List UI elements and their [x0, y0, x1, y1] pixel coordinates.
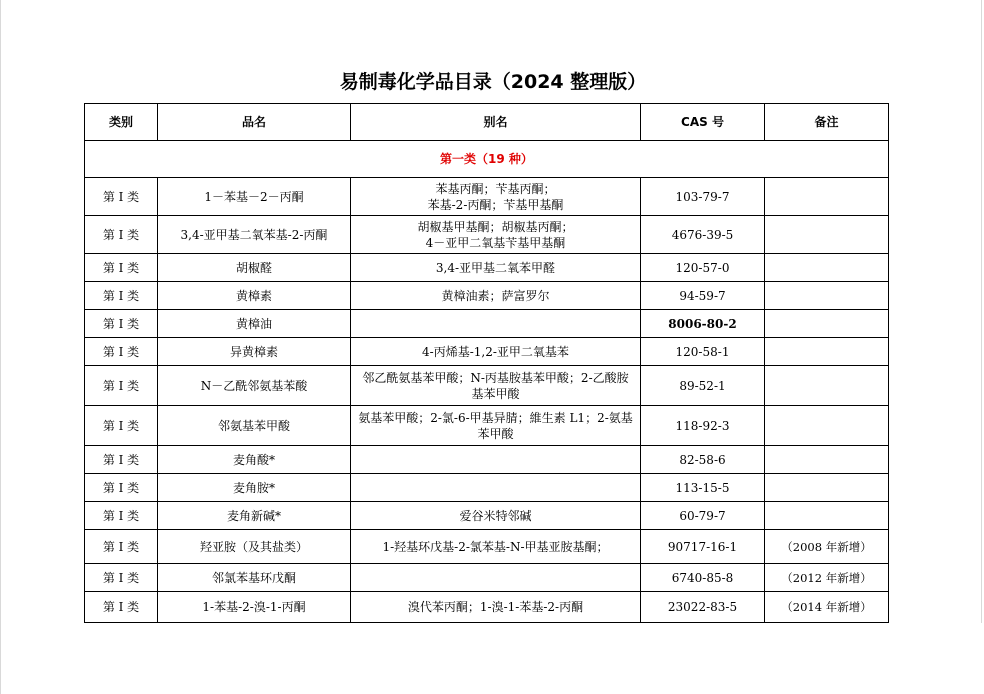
cell-cas: 118-92-3 — [641, 406, 765, 446]
cell-alias — [351, 310, 641, 338]
cell-name: 胡椒醛 — [158, 254, 351, 282]
alias-line: 溴代苯丙酮；1-溴-1-苯基-2-丙酮 — [407, 600, 584, 614]
table-row — [85, 338, 889, 366]
alias-line: 基苯甲酸 — [471, 386, 520, 401]
cell-name: 黄樟油 — [158, 310, 351, 338]
cell-category: 第 I 类 — [85, 216, 158, 254]
cell-category: 第 I 类 — [85, 474, 158, 502]
cell-cas: 60-79-7 — [641, 502, 765, 530]
cell-note — [765, 310, 889, 338]
alias-line: 胡椒基甲基酮；胡椒基丙酮； — [417, 219, 574, 234]
cell-name: 麦角新碱* — [158, 502, 351, 530]
table-row — [85, 446, 889, 474]
table-row — [85, 564, 889, 592]
cell-note — [765, 446, 889, 474]
cell-cas: 23022-83-5 — [641, 592, 765, 623]
alias-line: 苯基-2-丙酮；苄基甲基酮 — [427, 197, 564, 212]
alias-line: 氨基苯甲酸；2-氯-6-甲基异腈；維生素 L1；2-氨基 — [358, 410, 633, 425]
cell-category: 第 I 类 — [85, 282, 158, 310]
cell-name: 异黄樟素 — [158, 338, 351, 366]
cell-alias — [351, 502, 641, 530]
alias-line: 苯基丙酮；苄基丙酮； — [435, 181, 556, 196]
cell-category: 第 I 类 — [85, 592, 158, 623]
alias-line: 邻乙酰氨基苯甲酸；N-丙基胺基苯甲酸；2-乙酸胺 — [362, 370, 629, 385]
cell-name: 麦角酸* — [158, 446, 351, 474]
cell-cas: 8006-80-2 — [641, 310, 765, 338]
cell-name: 黄樟素 — [158, 282, 351, 310]
cell-alias — [351, 446, 641, 474]
cell-alias — [351, 282, 641, 310]
cell-category: 第 I 类 — [85, 446, 158, 474]
cell-note — [765, 178, 889, 216]
cell-note — [765, 406, 889, 446]
table-row — [85, 530, 889, 564]
cell-note: （2014 年新增） — [765, 592, 889, 623]
page-bottom-margin — [1, 623, 984, 694]
cell-cas: 120-58-1 — [641, 338, 765, 366]
cell-category: 第 I 类 — [85, 338, 158, 366]
cell-alias — [351, 254, 641, 282]
cell-category: 第 I 类 — [85, 530, 158, 564]
alias-line: 4-丙烯基-1,2-亚甲二氧基苯 — [422, 344, 569, 359]
cell-name: 邻氯苯基环戊酮 — [158, 564, 351, 592]
table-row — [85, 502, 889, 530]
cell-alias — [351, 474, 641, 502]
cell-cas: 94-59-7 — [641, 282, 765, 310]
cell-note — [765, 338, 889, 366]
cell-category: 第 I 类 — [85, 310, 158, 338]
header-name: 品名 — [158, 104, 351, 141]
cell-name: N－乙酰邻氨基苯酸 — [158, 366, 351, 406]
cell-name: 麦角胺* — [158, 474, 351, 502]
alias-line: 黄樟油素；萨富罗尔 — [441, 288, 550, 303]
section-row — [85, 141, 889, 178]
cell-note — [765, 474, 889, 502]
cell-note — [765, 366, 889, 406]
cell-note — [765, 282, 889, 310]
cell-alias — [351, 216, 641, 254]
alias-line: 苯甲酸 — [477, 426, 514, 441]
header-alias: 别名 — [351, 104, 641, 141]
cell-alias — [351, 564, 641, 592]
cell-name: 3,4-亚甲基二氧苯基-2-丙酮 — [158, 216, 351, 254]
cell-category: 第 I 类 — [85, 406, 158, 446]
cell-name: 邻氨基苯甲酸 — [158, 406, 351, 446]
cell-cas: 89-52-1 — [641, 366, 765, 406]
table-header-row — [85, 104, 889, 141]
alias-line: 3,4-亚甲基二氧苯甲醛 — [435, 260, 556, 275]
cell-cas: 103-79-7 — [641, 178, 765, 216]
alias-line: 4－亚甲二氧基苄基甲基酮 — [425, 235, 566, 250]
cell-category: 第 I 类 — [85, 254, 158, 282]
section-label: 第一类（19 种） — [85, 141, 889, 178]
cell-cas: 120-57-0 — [641, 254, 765, 282]
cell-note — [765, 254, 889, 282]
cell-alias — [351, 406, 641, 446]
cell-cas: 113-15-5 — [641, 474, 765, 502]
cell-name: 羟亚胺（及其盐类） — [158, 530, 351, 564]
cell-note: （2008 年新增） — [765, 530, 889, 564]
alias-line: 1-羟基环戊基-2-氯苯基-N-甲基亚胺基酮； — [382, 539, 609, 554]
table-row — [85, 310, 889, 338]
table-row — [85, 282, 889, 310]
table-row — [85, 366, 889, 406]
cell-alias — [351, 366, 641, 406]
header-note: 备注 — [765, 104, 889, 141]
cell-category: 第 I 类 — [85, 178, 158, 216]
cell-name: 1-苯基-2-溴-1-丙酮 — [158, 592, 351, 623]
cell-alias — [351, 592, 641, 623]
cell-cas: 82-58-6 — [641, 446, 765, 474]
cell-alias — [351, 530, 641, 564]
cell-cas: 90717-16-1 — [641, 530, 765, 564]
cell-note — [765, 502, 889, 530]
cell-category: 第 I 类 — [85, 564, 158, 592]
cell-alias — [351, 338, 641, 366]
cell-cas: 4676-39-5 — [641, 216, 765, 254]
table-row — [85, 216, 889, 254]
table-row — [85, 406, 889, 446]
cell-note — [765, 216, 889, 254]
table-row — [85, 178, 889, 216]
header-cas: CAS 号 — [641, 104, 765, 141]
cell-alias — [351, 178, 641, 216]
cell-cas: 6740-85-8 — [641, 564, 765, 592]
cell-category: 第 I 类 — [85, 502, 158, 530]
document-title: 易制毒化学品目录（2024 整理版） — [339, 71, 647, 93]
table-row — [85, 474, 889, 502]
chemical-catalog-table — [84, 103, 889, 623]
table-row — [85, 254, 889, 282]
cell-name: 1－苯基－2－丙酮 — [158, 178, 351, 216]
cell-category: 第 I 类 — [85, 366, 158, 406]
alias-line: 爱谷米特邻碱 — [459, 508, 532, 523]
cell-note: （2012 年新增） — [765, 564, 889, 592]
header-category: 类别 — [85, 104, 158, 141]
table-row — [85, 592, 889, 623]
